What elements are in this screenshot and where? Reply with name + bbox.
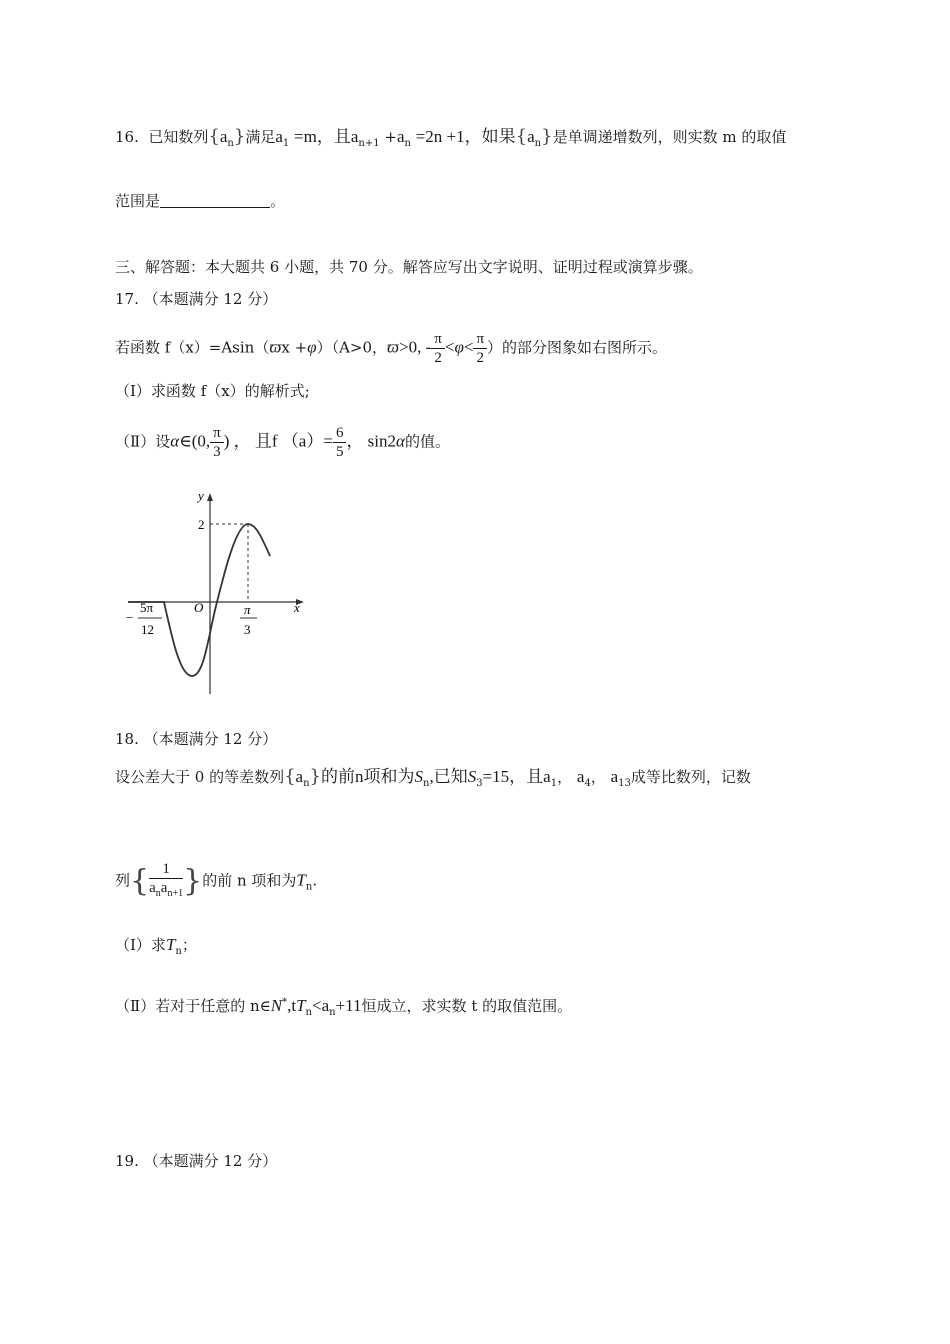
q17-intro-c: ）（A>0， [316, 338, 388, 357]
math-N: N [270, 996, 283, 1015]
comma: ， [557, 768, 573, 786]
sub-n: n [423, 778, 430, 789]
q17-part-1: （Ⅰ）求函数 f（x）的解析式; [115, 382, 310, 400]
q18-l2-b: 的前 n 项和为 [202, 871, 297, 890]
q17-p2-d: ， sin2 [346, 431, 397, 451]
math-S: S [414, 767, 423, 786]
neg-sign: − [126, 610, 134, 625]
math-a: a [321, 996, 330, 1015]
q17-p2-c: ) ， 且f （a）= [223, 431, 333, 451]
left-brace: { [208, 126, 220, 147]
math-a: a [160, 880, 168, 896]
fraction-1-over-anan1 [149, 860, 183, 903]
q18-intro-g: 成等比数列，记数 [630, 768, 751, 786]
less-than: < [444, 337, 455, 357]
q19-heading: 19. （本题满分 12 分） [115, 1152, 278, 1170]
q16-number: 16. [115, 128, 139, 146]
sub-13: 13 [618, 778, 631, 789]
q18-intro-a: 设公差大于 0 的等差数列 [115, 768, 285, 786]
q16-text-1: 已知数列 [148, 128, 209, 146]
sub-n: n [175, 946, 182, 957]
q16-text-6: 范围是 [115, 192, 161, 210]
comma: ， [590, 768, 606, 786]
y-axis-label: y [198, 488, 204, 503]
five-pi-num: 5π [140, 600, 154, 615]
pi-over-3-den: 3 [244, 622, 251, 637]
fraction-6-over-5 [333, 424, 347, 461]
math-a: a [149, 880, 156, 896]
right-brace: } [233, 126, 246, 147]
q18-intro [115, 766, 751, 795]
sub-n1: n+1 [167, 888, 184, 899]
q18-l2-c: . [312, 871, 318, 890]
sub-4: 4 [584, 778, 591, 789]
frac-num: π [473, 330, 487, 349]
omega-symbol: ϖ [387, 337, 400, 357]
sub-n1: n+1 [358, 138, 380, 149]
q18-intro-b: 的前n项和为 [321, 767, 415, 786]
answer-blank[interactable] [160, 207, 270, 208]
q18-intro-c: ,已知 [429, 767, 468, 786]
sub-3: 3 [476, 778, 483, 789]
sub-n: n [227, 138, 234, 149]
frac-num: 6 [333, 424, 347, 443]
sub-n: n [303, 778, 310, 789]
right-brace: } [309, 766, 321, 787]
sub-n: n [305, 881, 313, 893]
less-than: < [463, 337, 474, 357]
math-a: a [350, 127, 359, 146]
sub-1: 1 [550, 778, 558, 789]
q17-p2-a: （Ⅱ）设 [115, 432, 171, 451]
math-a: a [576, 767, 585, 786]
q17-part-2 [115, 424, 450, 461]
q18-p1-b: ； [181, 936, 197, 954]
math-S: S [467, 767, 477, 786]
q16-text-3: =m，且 [294, 127, 351, 146]
q18-heading: 18. （本题满分 12 分） [115, 730, 278, 748]
less-than: < [311, 996, 322, 1015]
math-a: a [543, 767, 551, 786]
omega-symbol: ϖ [269, 337, 282, 357]
frac-num: 1 [149, 860, 183, 879]
q16-text-2: 满足 [245, 128, 276, 146]
math-a: a [295, 767, 304, 786]
fraction-pi-over-3 [210, 424, 224, 461]
q18-p2-a: （Ⅱ）若对于任意的 n∈ [115, 997, 271, 1015]
math-a: a [275, 127, 283, 146]
phi-symbol: φ [307, 337, 317, 357]
q16-text-4: =2n +1，如果 [415, 127, 516, 146]
q16-text-7: 。 [270, 192, 286, 210]
q18-line2 [115, 860, 317, 903]
q18-p2-d: +11 [335, 996, 362, 1015]
math-T: T [165, 935, 176, 954]
q17-intro-b: x + [281, 338, 308, 357]
q17-intro-a: 若函数 f（x）=Asin（ [115, 338, 270, 357]
math-T: T [296, 996, 306, 1015]
left-brace: { [130, 863, 150, 899]
pi-over-3-num: π [244, 602, 251, 617]
sub-n: n [534, 138, 542, 149]
sub-n: n [404, 138, 411, 149]
math-a: a [610, 767, 619, 786]
q16-text-5: 是单调递增数列，则实数 m 的取值 [552, 128, 787, 146]
q17-intro [115, 330, 667, 367]
q17-p2-e: 的值。 [404, 432, 450, 451]
q17-heading: 17. （本题满分 12 分） [115, 290, 278, 308]
x-axis-label: x [294, 600, 300, 615]
max-value-label: 2 [198, 517, 205, 532]
frac-den: 2 [476, 350, 484, 366]
q16-line1: 16. 已知数列$\{a_n\}$满足$a_1 =m$，且$a_{n+1} +a_n =2n +1$，如果$\{a_n\}$是单调递增数列，则实数 m 的取值 [115, 126, 787, 149]
right-brace: } [541, 126, 553, 147]
frac-den: 5 [335, 444, 344, 460]
fraction-pi-over-2 [431, 330, 445, 367]
q18-part-2 [115, 992, 572, 1024]
frac-den: 2 [434, 350, 442, 366]
right-brace: } [183, 863, 203, 899]
y-arrow-icon [207, 493, 213, 501]
q17-intro-d: >0, - [399, 337, 432, 357]
frac-den [149, 879, 183, 903]
phi-symbol: φ [454, 337, 464, 357]
section-3-heading: 三、解答题：本大题共 6 小题，共 70 分。解答应写出文字说明、证明过程或演算步骤。 [115, 258, 703, 276]
alpha-symbol: α [170, 431, 180, 451]
sub-n: n [305, 1007, 312, 1018]
q18-l2-a: 列 [115, 871, 131, 890]
fraction-pi-over-2 [473, 330, 487, 367]
q17-p2-b: ∈(0, [179, 431, 211, 451]
origin-label: O [194, 600, 204, 615]
math-a: a [396, 127, 405, 146]
q18-intro-d: =15，且 [482, 767, 544, 786]
five-pi-den: 12 [141, 622, 154, 637]
math-a: a [527, 127, 535, 146]
left-brace: { [515, 126, 528, 147]
math-T: T [296, 870, 306, 890]
frac-num: π [210, 424, 224, 443]
frac-den: 3 [213, 444, 221, 460]
left-brace: { [284, 766, 296, 787]
math-a: a [219, 127, 228, 146]
alpha-symbol: α [396, 431, 405, 451]
q18-p1: （Ⅰ）求 [115, 936, 166, 954]
sub-n: n [155, 888, 161, 899]
q17-intro-g: ）的部分图象如右图所示。 [487, 338, 668, 357]
frac-num: π [431, 330, 445, 349]
q18-part-1 [115, 934, 197, 963]
sub-n: n [329, 1007, 336, 1018]
sup-star: * [282, 997, 288, 1008]
sub-1: 1 [282, 138, 290, 149]
q18-p2-b: ,t [287, 996, 297, 1015]
q18-p2-e: 恒成立，求实数 t 的取值范围。 [361, 997, 573, 1015]
sine-graph [120, 488, 320, 708]
q16-line2 [115, 190, 285, 212]
